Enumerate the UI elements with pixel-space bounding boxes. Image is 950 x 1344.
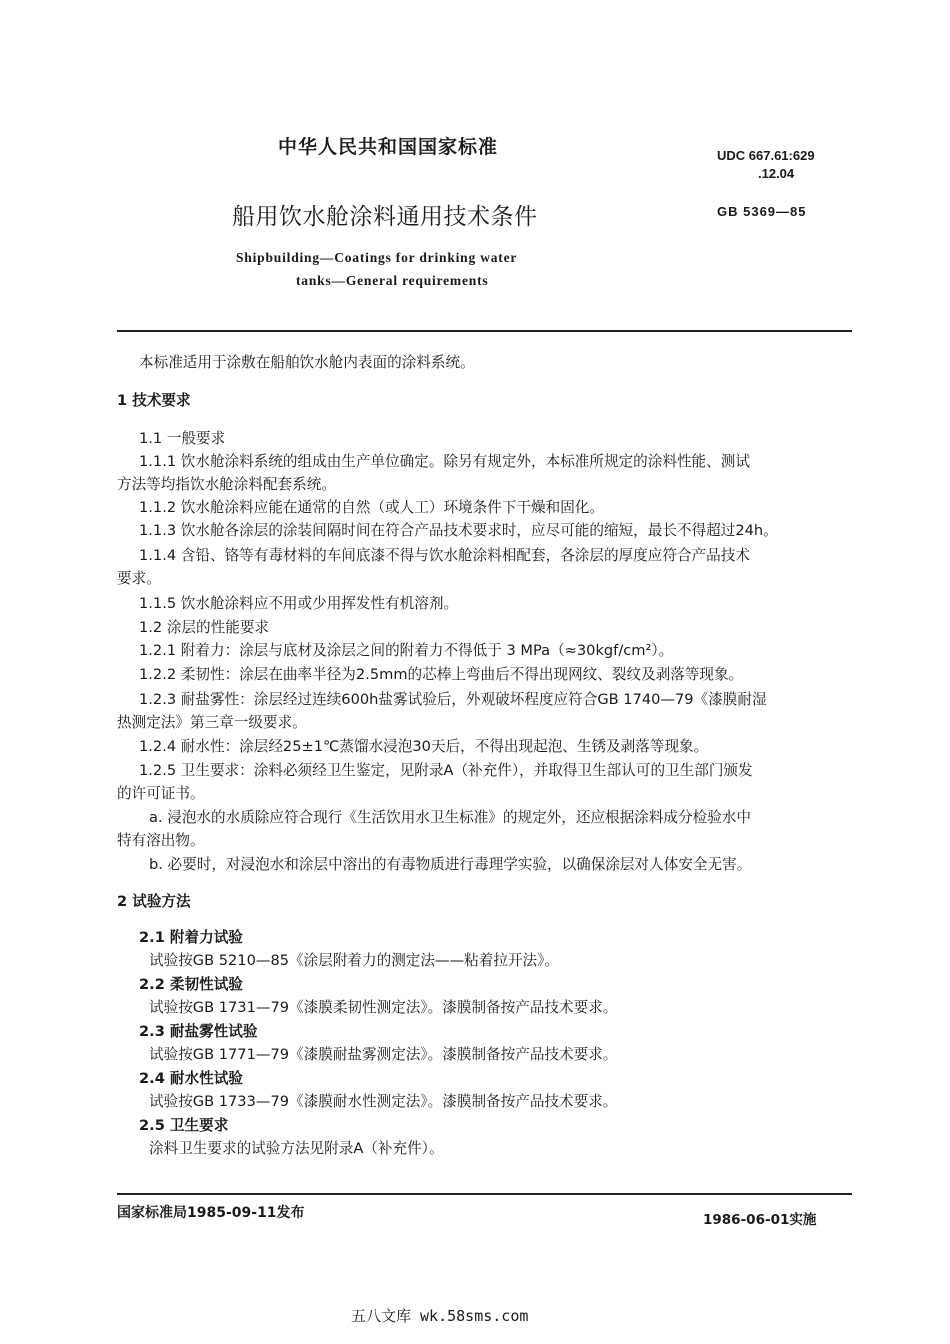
clause-2-2: 2.2 柔韧性试验 [139,976,243,993]
clause-1-2-3: 1.2.3 耐盐雾性：涂层经过连续600h盐雾试验后，外观破坏程度应符合GB 1740—79《漆膜耐湿 [139,691,767,708]
udc-code: UDC 667.61:629 [717,148,815,163]
clause-2-1-text: 试验按GB 5210—85《涂层附着力的测定法——粘着拉开法》。 [149,952,560,969]
english-title-line1: Shipbuilding—Coatings for drinking water [236,250,518,265]
clause-1-2-2: 1.2.2 柔韧性：涂层在曲率半径为2.5mm的芯棒上弯曲后不得出现网纹、裂纹及剥落等现象。 [139,666,744,683]
document-title: 船用饮水舱涂料通用技术条件 [232,204,538,230]
clause-1-2-3-cont: 热测定法》第三章一级要求。 [117,714,307,731]
clause-1-1-4-cont: 要求。 [117,570,161,587]
clause-1-2-4: 1.2.4 耐水性：涂层经25±1℃蒸馏水浸泡30天后，不得出现起泡、生锈及剥落等现象。 [139,738,709,755]
udc-code-continued: .12.04 [758,166,795,181]
item-a: a. 浸泡水的水质除应符合现行《生活饮用水卫生标准》的规定外，还应根据涂料成分检验水中 [149,809,751,826]
issued-date: 国家标准局1985-09-11发布 [117,1205,305,1221]
clause-2-3-text: 试验按GB 1771—79《漆膜耐盐雾测定法》。漆膜制备按产品技术要求。 [149,1046,618,1063]
clause-2-4: 2.4 耐水性试验 [139,1070,243,1087]
gb-code: GB 5369—85 [717,204,807,219]
section-1-heading: 1 技术要求 [117,392,191,409]
english-title-line2: tanks—General requirements [296,273,489,288]
clause-1-2-1: 1.2.1 附着力：涂层与底材及涂层之间的附着力不得低于 3 MPa（≈30kgf/cm²）。 [139,642,674,659]
watermark-text: 五八文库 wk.58sms.com [351,1307,529,1325]
clause-1-1-2: 1.1.2 饮水舱涂料应能在通常的自然（或人工）环境条件下干燥和固化。 [139,499,604,516]
clause-2-2-text: 试验按GB 1731—79《漆膜柔韧性测定法》。漆膜制备按产品技术要求。 [149,999,618,1016]
clause-1-1-1-cont: 方法等均指饮水舱涂料配套系统。 [117,476,336,493]
clause-2-5: 2.5 卫生要求 [139,1117,229,1134]
clause-2-1: 2.1 附着力试验 [139,929,243,946]
clause-1-2: 1.2 涂层的性能要求 [139,619,270,636]
clause-1-1-1: 1.1.1 饮水舱涂料系统的组成由生产单位确定。除另有规定外，本标准所规定的涂料性能、测试 [139,453,750,470]
effective-date: 1986-06-01实施 [703,1212,817,1228]
item-a-cont: 特有溶出物。 [117,832,205,849]
section-2-heading: 2 试验方法 [117,893,191,910]
item-b: b. 必要时，对浸泡水和涂层中溶出的有毒物质进行毒理学实验，以确保涂层对人体安全无害。 [149,856,752,873]
clause-1-1-5: 1.1.5 饮水舱涂料应不用或少用挥发性有机溶剂。 [139,595,459,612]
footer-divider [117,1193,852,1195]
clause-1-2-5-cont: 的许可证书。 [117,785,205,802]
clause-2-5-text: 涂料卫生要求的试验方法见附录A（补充件）。 [149,1140,444,1157]
scope-paragraph: 本标准适用于涂敷在船舶饮水舱内表面的涂料系统。 [139,354,475,371]
clause-1-1-4: 1.1.4 含铅、铬等有毒材料的车间底漆不得与饮水舱涂料相配套，各涂层的厚度应符合产品技术 [139,547,750,564]
clause-2-4-text: 试验按GB 1733—79《漆膜耐水性测定法》。漆膜制备按产品技术要求。 [149,1093,618,1110]
clause-1-1-3: 1.1.3 饮水舱各涂层的涂装间隔时间在符合产品技术要求时，应尽可能的缩短，最长不得超过24h。 [139,522,778,539]
clause-1-1: 1.1 一般要求 [139,430,226,447]
clause-2-3: 2.3 耐盐雾性试验 [139,1023,258,1040]
national-standard-label: 中华人民共和国国家标准 [278,136,499,158]
clause-1-2-5: 1.2.5 卫生要求：涂料必须经卫生鉴定，见附录A（补充件），并取得卫生部认可的卫生部门颁发 [139,762,753,779]
header-divider [117,330,852,332]
